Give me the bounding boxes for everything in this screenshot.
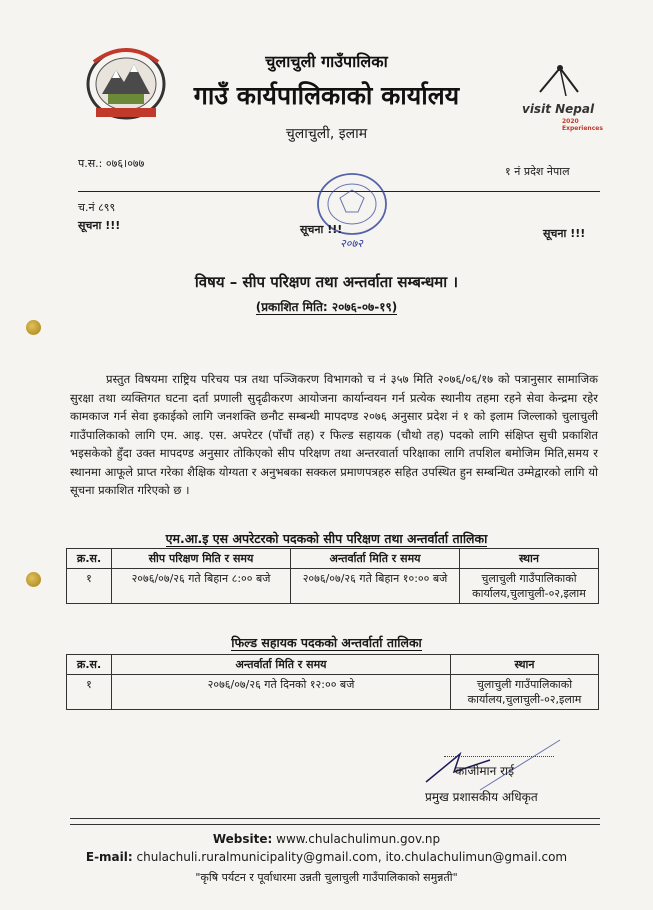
email-link[interactable]: chulachuli.ruralmunicipality@gmail.com, ito.chulachulimun@gmail.com — [136, 850, 568, 864]
punch-hole — [26, 320, 41, 335]
office-address: चुलाचुली, इलाम — [285, 126, 368, 142]
table-header: स्थान — [460, 549, 599, 569]
footer-divider — [70, 824, 600, 825]
table-header: सीप परिक्षण मिति र समय — [112, 549, 291, 569]
table-cell: चुलाचुली गाउँपालिकाको कार्यालय,चुलाचुली-०२,इलाम — [460, 569, 599, 604]
notice-body: प्रस्तुत विषयमा राष्ट्रिय परिचय पत्र तथा पञ्जिकरण विभागको च नं ३५७ मिति २०७६/०६/१७ को पत्रानुसार सामाजिक सुरक्षा तथा व्यक्तिगत घटना दर्ता प्रणाली सुदृढीकरण आयोजना कार्यान्वयन गर्न प्रत्येक स्थानीय तहमा रहने सेवा केन्द्रमा रहेर कामकाज गर्न सेवा इकाईको लागि जनशक्ति छनौट सम्बन्धी मापदण्ड २०७६ अनुसार प्रदेश नं १ को इलाम जिल्लाको चुलाचुली गाउँपालिकाको लागि एम. आइ. एस. अपरेटर (पाँचौं तह) र फिल्ड सहायक (चौथो तह) पदको लागि संक्षिप्त सुची प्रकाशित भइसकेको हुँदा उक्त मापदण्ड अनुसार तोकिएको सीप परिक्षण तथा अन्तरवार्ता परिक्षाका लागि तपशिल बमोजिम मिति,समय र स्थानमा आफूले प्राप्त गरेका शैक्षिक योग्यता र अनुभबका सक्कल प्रमाणपत्रहरु सहित उपस्थित हुन सम्बन्धित उम्मेद्वारको लागि यो सूचना प्रकाशित गरिएको छ । — [70, 372, 598, 497]
punch-hole — [26, 572, 41, 587]
notice-label-center: सूचना !!! — [300, 223, 343, 236]
table-cell: २०७६/०७/२६ गते दिनको १२:०० बजे — [112, 675, 451, 710]
table-cell: चुलाचुली गाउँपालिकाको कार्यालय,चुलाचुली-०२,इलाम — [451, 675, 599, 710]
table-row — [67, 569, 599, 604]
notice-label-left: सूचना !!! — [78, 219, 121, 232]
table-header-row — [67, 549, 599, 569]
municipality-name: चुलाचुली गाउँपालिका — [265, 52, 388, 71]
table-cell: २०७६/०७/२६ गते बिहान ८:०० बजे — [112, 569, 291, 604]
province-label: १ नं प्रदेश नेपाल — [505, 165, 570, 178]
umbrella-icon — [520, 62, 616, 102]
visit-nepal-logo: visit Nepal 2020 Experiences — [520, 62, 616, 132]
table-cell: २०७६/०७/२६ गते बिहान १०:०० बजे — [291, 569, 460, 604]
table-cell: १ — [67, 569, 112, 604]
field-assistant-schedule-table — [66, 654, 599, 710]
table-header: अन्तर्वार्ता मिति र समय — [291, 549, 460, 569]
table-header: क्र.स. — [67, 549, 112, 569]
table-header: स्थान — [451, 655, 599, 675]
table-header: अन्तर्वार्ता मिति र समय — [112, 655, 451, 675]
footer-email: E-mail: chulachuli.ruralmunicipality@gmail.com, ito.chulachulimun@gmail.com — [85, 850, 568, 864]
patra-sankhya: प.स.: ०७६।०७७ — [78, 157, 145, 170]
signatory-title: प्रमुख प्रशासकीय अधिकृत — [425, 790, 538, 804]
footer-slogan: "कृषि पर्यटन र पूर्वाधारमा उन्नती चुलाचुली गाउँपालिकाको समुन्नती" — [195, 871, 458, 884]
signature-line — [444, 756, 554, 757]
stamp-year: २०७२ — [340, 237, 363, 250]
notice-label-right: सूचना !!! — [543, 227, 586, 240]
published-date: (प्रकाशित मिति: २०७६-०७-१९) — [255, 300, 398, 314]
table-row — [67, 675, 599, 710]
footer-website: Website: www.chulachulimun.gov.np — [212, 832, 441, 846]
table-cell: १ — [67, 675, 112, 710]
footer-divider — [70, 818, 600, 819]
table-header-row — [67, 655, 599, 675]
mis-operator-schedule-table — [66, 548, 599, 604]
table1-title: एम.आ.इ एस अपरेटरको पदकको सीप परिक्षण तथा अन्तर्वार्ता तालिका — [165, 531, 488, 546]
table2-title: फिल्ड सहायक पदकको अन्तर्वार्ता तालिका — [231, 635, 422, 650]
office-name: गाउँ कार्यपालिकाको कार्यालय — [193, 81, 460, 110]
subject-line: विषय – सीप परिक्षण तथा अन्तर्वाता सम्बन्धमा । — [194, 273, 459, 291]
website-link[interactable]: www.chulachulimun.gov.np — [276, 832, 441, 846]
signatory-name: काजीमान राई — [455, 764, 515, 778]
chalani-number: च.नं ८९९ — [78, 201, 116, 214]
table-header: क्र.स. — [67, 655, 112, 675]
